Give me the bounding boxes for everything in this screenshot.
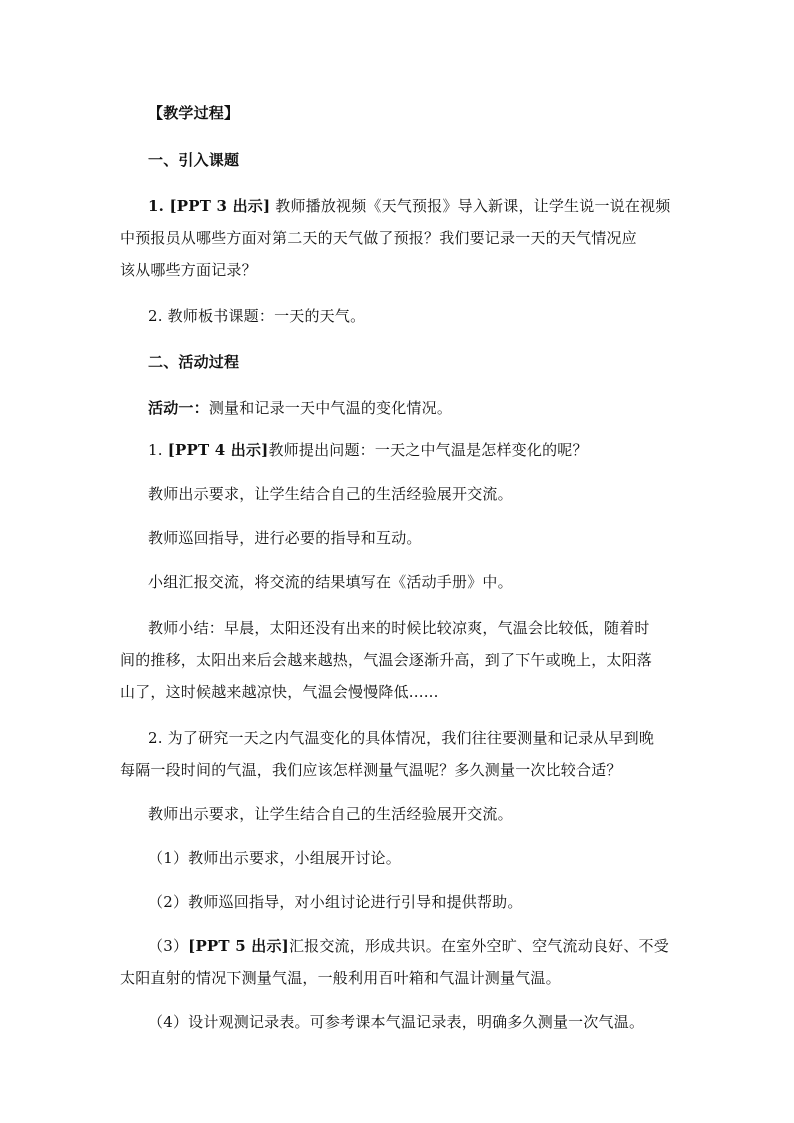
paragraph-1-text: 教师播放视频《天气预报》导入新课，让学生说一说在视频 bbox=[270, 197, 671, 215]
summary-line-2: 间的推移，太阳出来后会越来越热，气温会逐渐升高，到了下午或晚上，太阳落 bbox=[120, 651, 653, 669]
activity-1-paragraph-7: 教师出示要求，让学生结合自己的生活经验展开交流。 bbox=[148, 805, 513, 823]
summary-line-3: 山了，这时候越来越凉快，气温会慢慢降低...... bbox=[120, 683, 439, 701]
activity-1-text: 测量和记录一天中气温的变化情况。 bbox=[208, 399, 453, 417]
step-2: （2）教师巡回指导，对小组讨论进行引导和提供帮助。 bbox=[148, 893, 523, 911]
paragraph-research-line-1: 2. 为了研究一天之内气温变化的具体情况，我们往往要测量和记录从早到晚 bbox=[148, 729, 655, 747]
heading-activity-process: 二、活动过程 bbox=[148, 353, 240, 371]
ppt-4-label: [PPT 4 出示] bbox=[167, 441, 269, 459]
activity-1-heading bbox=[148, 398, 452, 418]
step-4: （4）设计观测记录表。可参考课本气温记录表，明确多久测量一次气温。 bbox=[148, 1013, 645, 1031]
paragraph-1-line-1 bbox=[148, 196, 670, 216]
step-3-line-1 bbox=[148, 936, 669, 956]
step-3-line-2: 太阳直射的情况下测量气温，一般利用百叶箱和气温计测量气温。 bbox=[120, 969, 561, 987]
activity-1-label: 活动一： bbox=[148, 399, 209, 417]
step-3-number: （3） bbox=[148, 937, 189, 955]
item-number: 1. bbox=[148, 441, 168, 459]
ppt-3-label: 1. [PPT 3 出示] bbox=[148, 197, 271, 215]
activity-1-paragraph-2: 教师出示要求，让学生结合自己的生活经验展开交流。 bbox=[148, 485, 513, 503]
activity-1-paragraph-1 bbox=[148, 440, 588, 460]
heading-introduce-topic: 一、引入课题 bbox=[148, 151, 240, 169]
paragraph-research-line-2: 每隔一段时间的气温，我们应该怎样测量气温呢？多久测量一次比较合适？ bbox=[120, 761, 622, 779]
paragraph-1-line-2: 中预报员从哪些方面对第二天的天气做了预报？我们要记录一天的天气情况应 bbox=[120, 229, 637, 247]
paragraph-1-line-3: 该从哪些方面记录？ bbox=[120, 261, 257, 279]
paragraph-2: 2. 教师板书课题：一天的天气。 bbox=[148, 307, 366, 325]
summary-line-1: 教师小结：早晨，太阳还没有出来的时候比较凉爽，气温会比较低，随着时 bbox=[148, 619, 650, 637]
activity-1-paragraph-3: 教师巡回指导，进行必要的指导和互动。 bbox=[148, 529, 422, 547]
section-title: 【教学过程】 bbox=[148, 104, 240, 122]
step-3-text: 汇报交流，形成共识。在室外空旷、空气流动良好、不受 bbox=[288, 937, 669, 955]
step-1: （1）教师出示要求，小组展开讨论。 bbox=[148, 849, 401, 867]
activity-1-paragraph-4: 小组汇报交流，将交流的结果填写在《活动手册》中。 bbox=[148, 573, 513, 591]
ppt-5-label: [PPT 5 出示] bbox=[188, 937, 289, 955]
question-text: 教师提出问题：一天之中气温是怎样变化的呢？ bbox=[268, 441, 588, 459]
